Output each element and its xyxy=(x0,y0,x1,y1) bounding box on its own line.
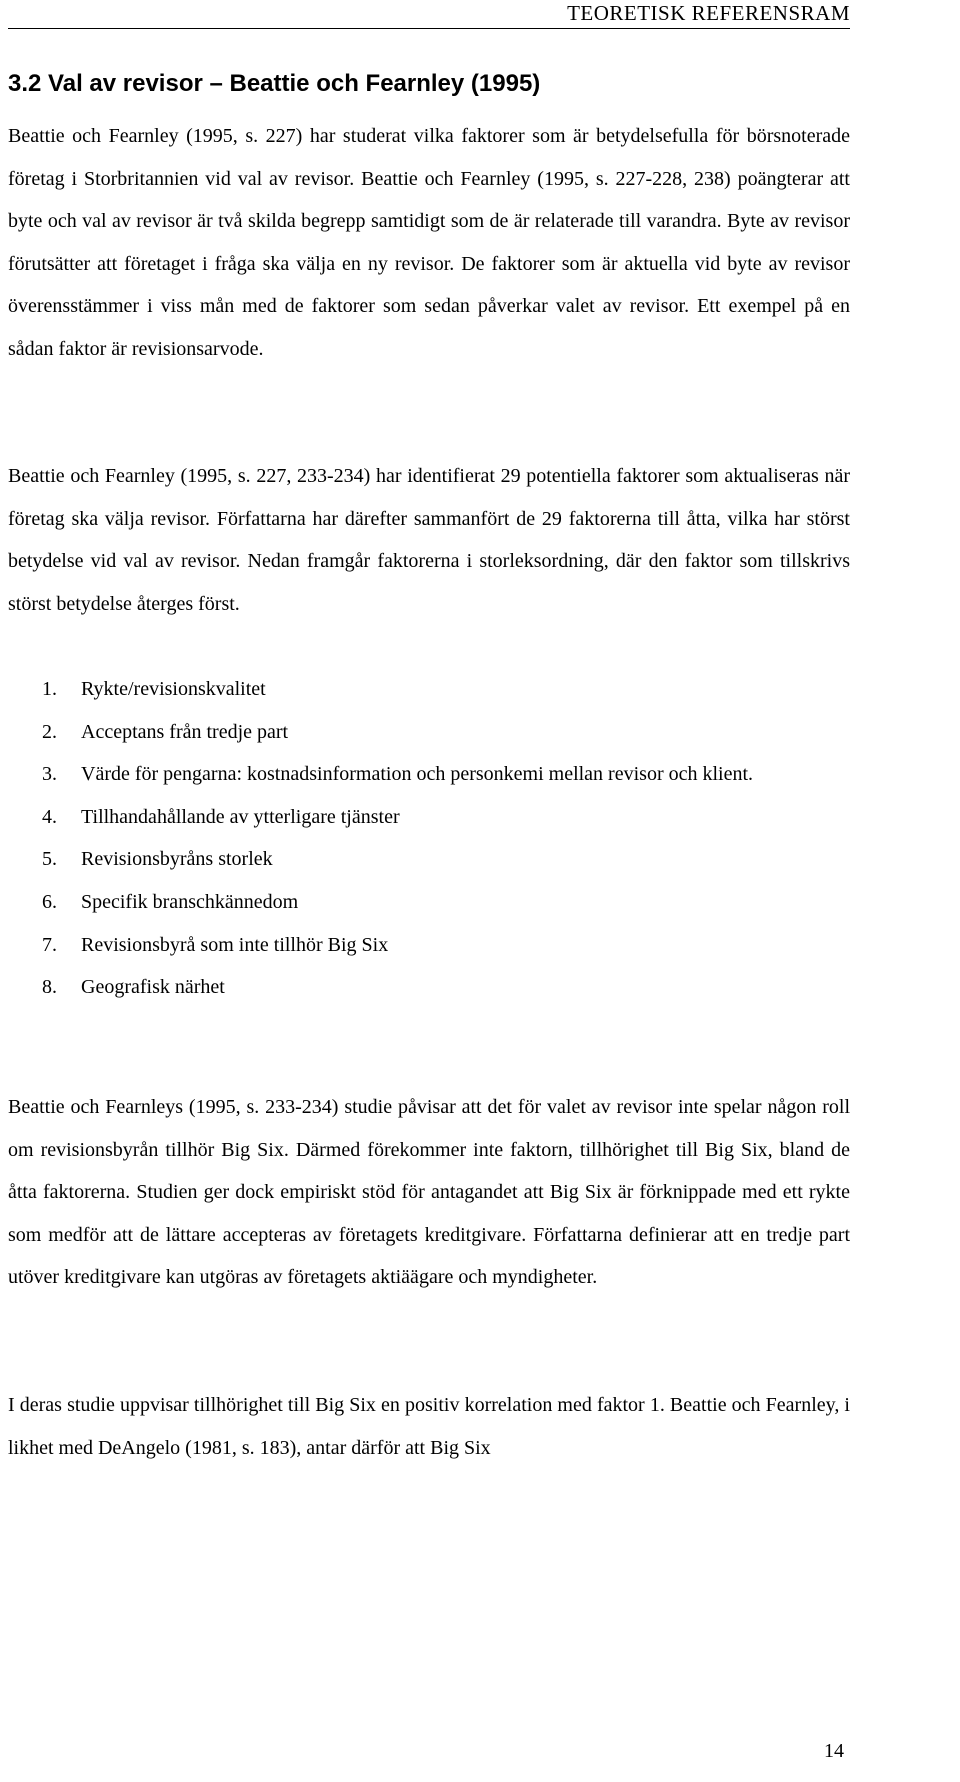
list-item-text: Geografisk närhet xyxy=(81,976,225,999)
list-item-text: Tillhandahållande av ytterligare tjänster xyxy=(81,805,400,828)
list-item xyxy=(8,753,850,796)
list-item-text: Specifik branschkännedom xyxy=(81,890,299,913)
section-heading: 3.2 Val av revisor – Beattie och Fearnley (1995) xyxy=(8,70,541,97)
list-item-number: 6. xyxy=(42,890,57,913)
list-item-number: 4. xyxy=(42,805,57,828)
body-paragraph: Beattie och Fearnleys (1995, s. 233-234) studie påvisar att det för valet av revisor inte spelar någon roll om revisionsbyrån tillhör Big Six. Därmed förekommer inte faktorn, tillhörighet till Big Six, bland de åtta faktorerna. Studien ger dock empiriskt stöd för antagandet att Big Six är förknippade med ett rykte som medför att de lättare accepteras av företagets kreditgivare. Författarna definierar att en tredje part utöver kreditgivare kan utgöras av företagets aktiäägare och myndigheter. xyxy=(8,1096,850,1289)
list-item-number: 7. xyxy=(42,933,57,956)
list-item-text: Acceptans från tredje part xyxy=(81,720,289,743)
list-item-number: 3. xyxy=(42,763,57,786)
body-paragraph: Beattie och Fearnley (1995, s. 227) har studerat vilka faktorer som är betydelsefulla för börsnoterade företag i Storbritannien vid val av revisor. Beattie och Fearnley (1995, s. 227-228, 238) poängterar att byte och val av revisor är två skilda begrepp samtidigt som de är relaterade till varandra. Byte av revisor förutsätter att företaget i fråga ska välja en ny revisor. De faktorer som är aktuella vid byte av revisor överensstämmer i viss mån med de faktorer som sedan påverkar valet av revisor. Ett exempel på en sådan faktor är revisionsarvode. xyxy=(8,125,850,360)
list-item-number: 8. xyxy=(42,976,57,999)
body-paragraph: I deras studie uppvisar tillhörighet till Big Six en positiv korrelation med faktor 1. Beattie och Fearnley, i likhet med DeAngelo (1981, s. 183), antar därför att Big Six xyxy=(8,1394,850,1459)
factor-list xyxy=(8,668,850,1009)
running-header: TEORETISK REFERENSRAM xyxy=(8,0,850,29)
list-item-text: Revisionsbyrå som inte tillhör Big Six xyxy=(81,933,389,956)
list-item-number: 2. xyxy=(42,720,57,743)
list-item xyxy=(8,966,850,1009)
list-item xyxy=(8,881,850,924)
list-item-text: Rykte/revisionskvalitet xyxy=(81,678,266,700)
list-item xyxy=(8,796,850,839)
list-item-text: Revisionsbyråns storlek xyxy=(81,848,273,871)
list-item-number: 5. xyxy=(42,848,57,871)
list-item xyxy=(8,838,850,881)
list-item xyxy=(8,711,850,754)
list-item xyxy=(8,924,850,967)
page-number: 14 xyxy=(824,1740,844,1762)
body-paragraph: Beattie och Fearnley (1995, s. 227, 233-234) har identifierat 29 potentiella faktorer som aktualiseras när företag ska välja revisor. Författarna har därefter sammanfört de 29 faktorerna till åtta, vilka har störst betydelse vid val av revisor. Nedan framgår faktorerna i storleksordning, där den faktor som tillskrivs störst betydelse återges först. xyxy=(8,465,850,615)
list-item-text: Värde för pengarna: kostnadsinformation och personkemi mellan revisor och klient. xyxy=(81,763,754,786)
list-item-number: 1. xyxy=(42,678,57,700)
list-item xyxy=(8,668,850,711)
